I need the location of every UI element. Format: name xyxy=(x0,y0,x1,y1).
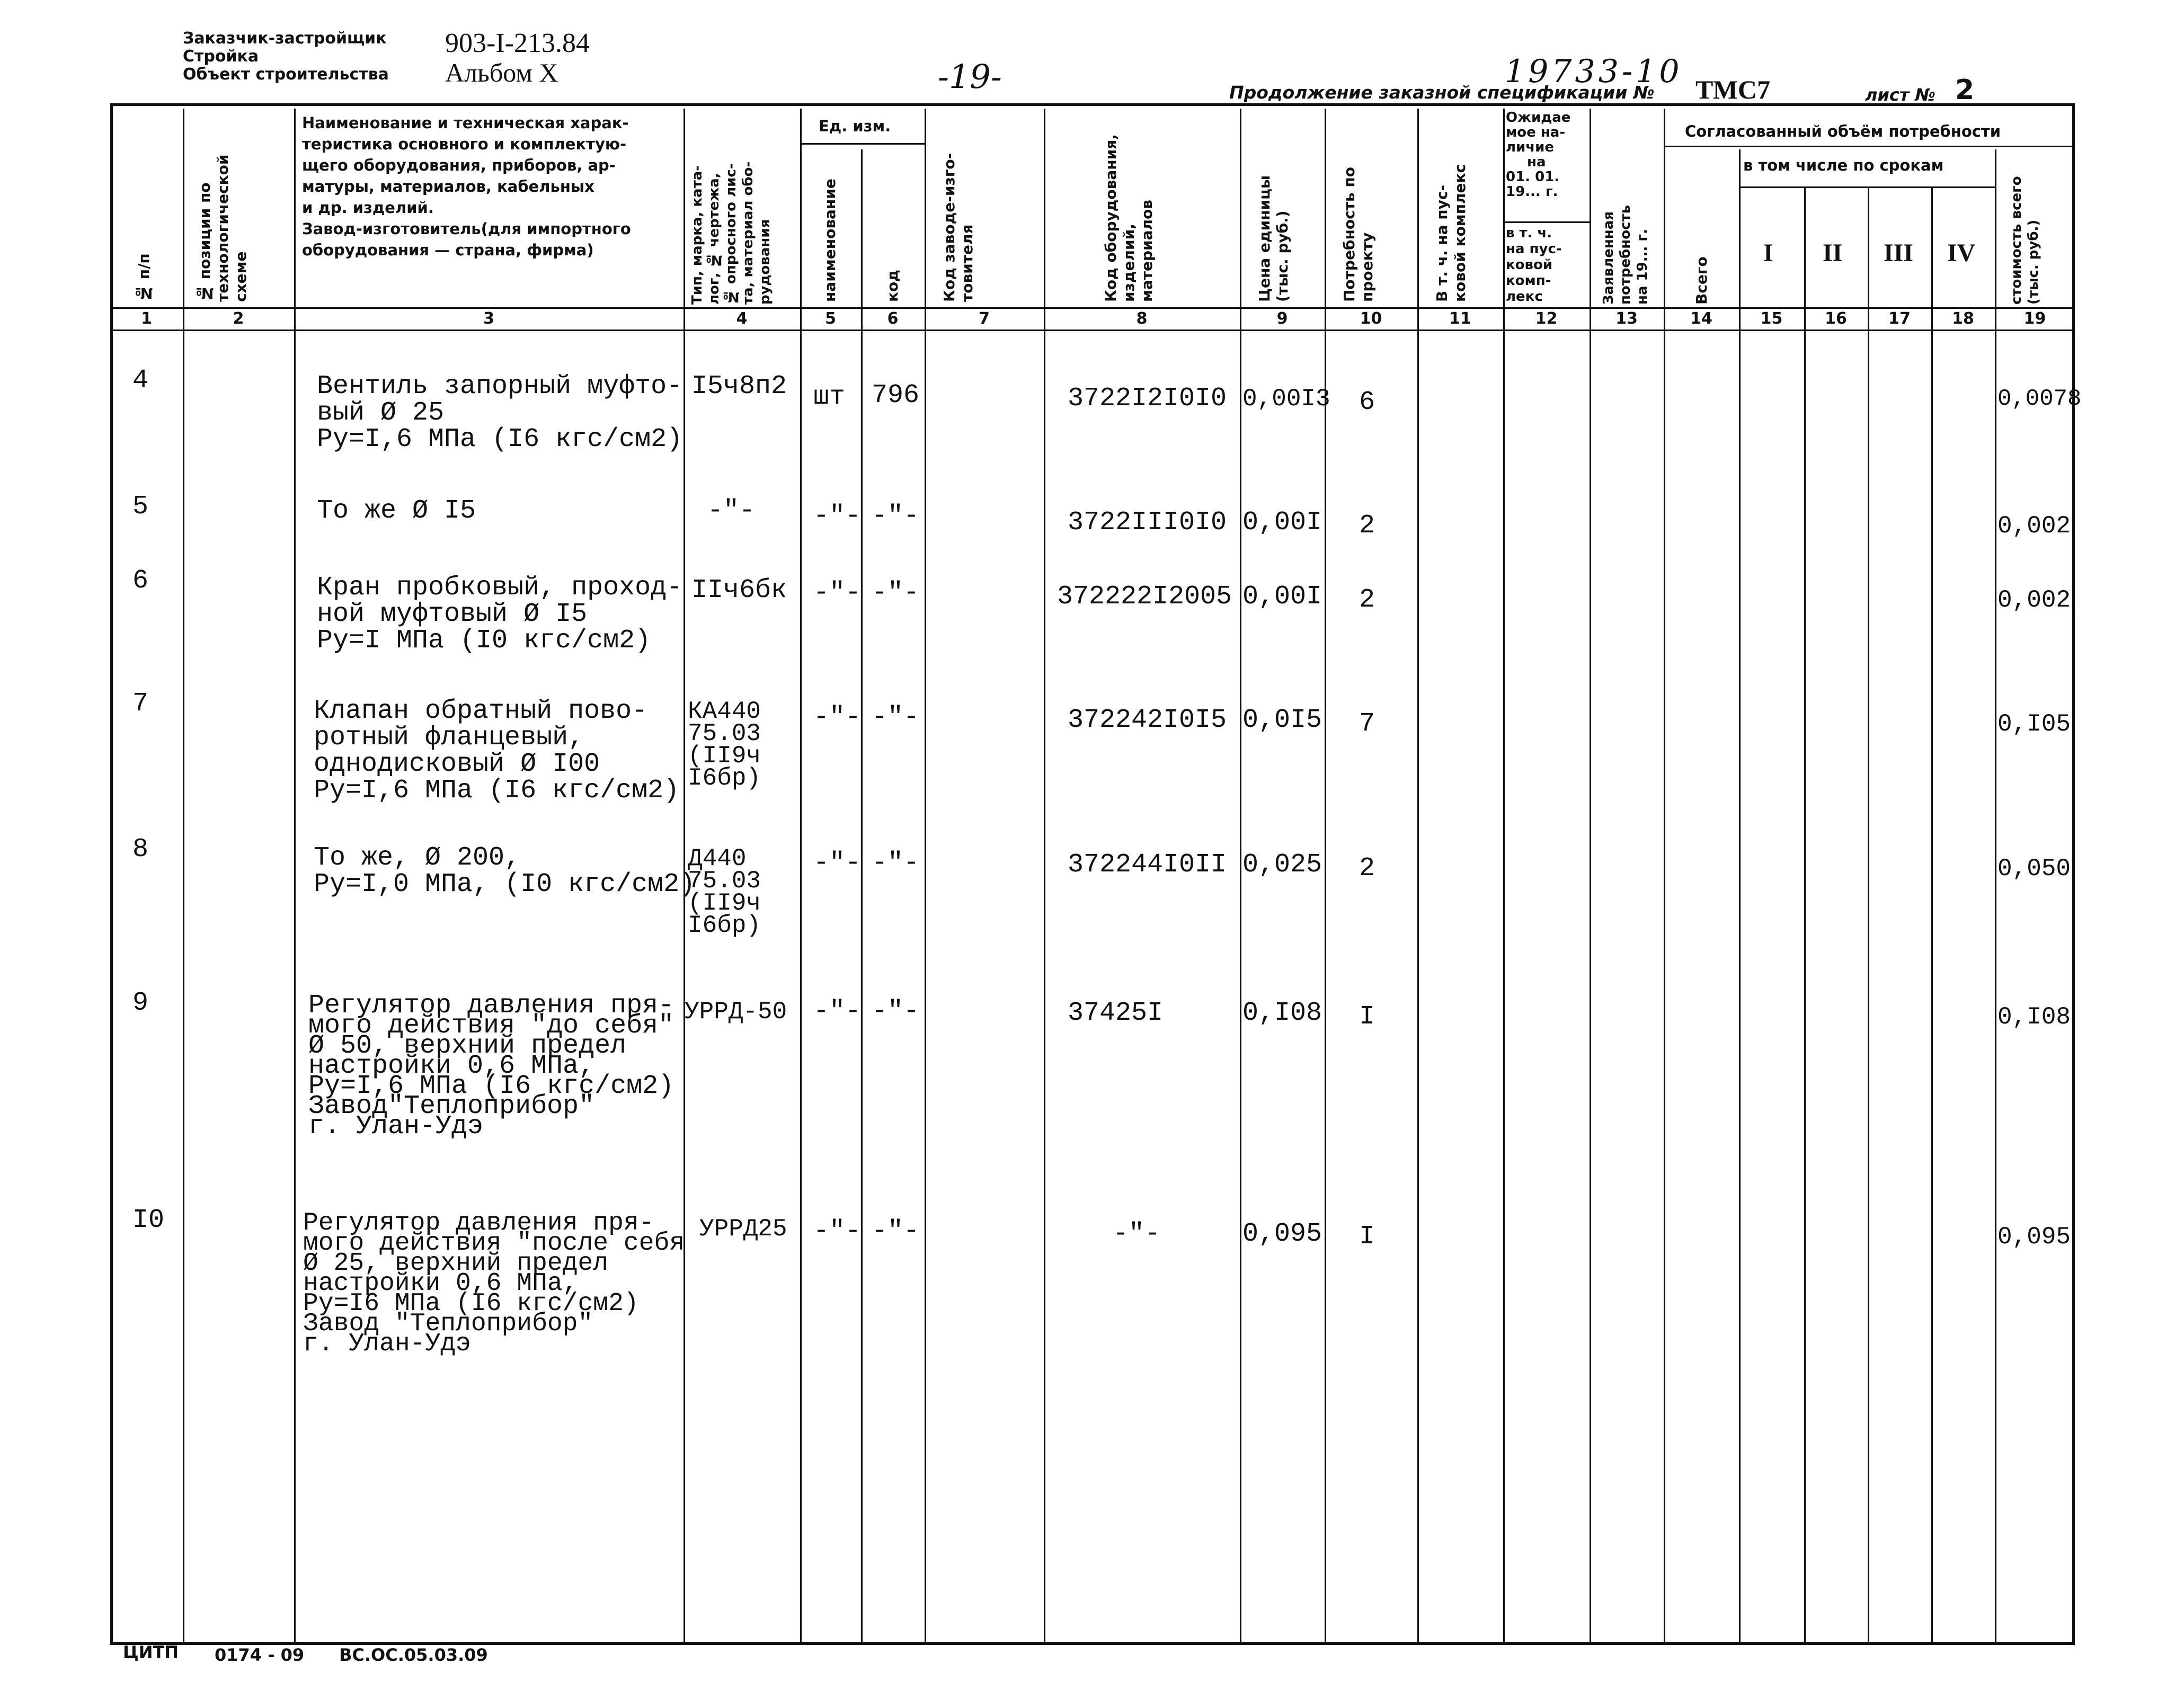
item-unit-code: -"- xyxy=(872,578,920,608)
col-header-3-line: Наименование и техническая харак- xyxy=(302,114,629,132)
album-label: Альбом X xyxy=(445,58,558,87)
item-equip-code: -"- xyxy=(1113,1219,1161,1249)
col-header-11: В т. ч. на пус- ковой комплекс xyxy=(1433,164,1469,302)
col-number: 1 xyxy=(141,309,152,328)
col-header-12-line: мое на- xyxy=(1506,124,1566,140)
col-number: 15 xyxy=(1760,309,1783,328)
col-line xyxy=(1931,188,1933,1645)
col-header-3-line: щего оборудования, приборов, ар- xyxy=(302,156,616,174)
col-number: 10 xyxy=(1360,309,1382,328)
row-number: 6 xyxy=(132,566,149,596)
item-price: 0,025 xyxy=(1242,850,1322,880)
item-unit: -"- xyxy=(813,501,862,531)
item-equip-code: 372242I0I5 xyxy=(1068,705,1227,735)
item-type: УРРД-50 xyxy=(685,998,787,1026)
item-type: I5ч8п2 xyxy=(691,371,787,402)
col-number: 6 xyxy=(887,309,899,328)
item-cost: 0,I08 xyxy=(1997,1003,2071,1031)
item-equip-code: 3722I2I0I0 xyxy=(1068,384,1227,414)
col-line xyxy=(1503,109,1505,1645)
row-number: 9 xyxy=(132,988,149,1018)
project-code: 903-I-213.84 xyxy=(445,28,590,58)
col-line xyxy=(294,109,296,1645)
col-header-3-line: и др. изделий. xyxy=(302,199,434,217)
header-line xyxy=(800,143,925,145)
col-header-3-line: оборудования — страна, фирма) xyxy=(302,241,594,259)
col-header-4: Тип, марка, ката- лог, № чертежа, № опросного лис- та, материал обо- рудования xyxy=(689,161,773,305)
col-header-12-line: на xyxy=(1527,154,1546,170)
col-header-13: Заявленная потребность на 19... г. xyxy=(1601,204,1650,305)
item-name: Кран пробковый, проход- ной муфтовый Ø I5 Ру=I МПа (I0 кгс/см2) xyxy=(317,573,683,656)
col-header-19: стоимость всего (тыс. руб.) xyxy=(2009,176,2041,305)
col-header-10: Потребность по проекту xyxy=(1340,167,1376,302)
item-name: Регулятор давления пря- мого действия "после себя Ø 25, верхний предел настройки 0,6 МПа, Ру=I6 МПа (I6 кгс/см2) Завод "Теплоприбор" г. Улан-Удэ xyxy=(303,1209,685,1358)
row-number: 7 xyxy=(132,689,149,719)
col-header-unit-group: Ед. изм. xyxy=(819,117,891,135)
col-header-3-line: матуры, материалов, кабельных xyxy=(302,177,594,195)
item-type: КА440 75.03 (II9ч I6бр) xyxy=(688,698,761,792)
col-line xyxy=(1417,109,1419,1645)
continuation-label: Продолжение заказной спецификации № xyxy=(1229,82,1655,103)
col-header-12-line: личие xyxy=(1506,139,1554,155)
object-label: Объект строительства xyxy=(183,65,389,84)
item-need: I xyxy=(1359,1002,1375,1032)
footer-org: ЦИТП xyxy=(123,1642,179,1662)
col-header-12-top xyxy=(1506,110,1570,199)
item-need: 2 xyxy=(1359,511,1375,541)
item-unit-code: -"- xyxy=(872,501,920,531)
sheet-number: 2 xyxy=(1955,74,1975,106)
col-header-12-line: ковой xyxy=(1506,257,1553,273)
col-line xyxy=(1804,188,1806,1645)
col-header-18: IV xyxy=(1947,239,1976,267)
item-price: 0,0I5 xyxy=(1242,705,1322,735)
item-type: УРРД25 xyxy=(699,1215,787,1243)
item-type: Д440 75.03 (II9ч I6бр) xyxy=(688,845,761,939)
item-need: 6 xyxy=(1359,387,1375,417)
col-number: 13 xyxy=(1615,309,1638,328)
col-line xyxy=(1044,109,1045,1645)
col-header-1: № п/п xyxy=(135,253,153,302)
item-name: Регулятор давления пря- мого действия "до себя" Ø 50, верхний предел настройки 0,6 МПа, Ру=I,6 МПа (I6 кгс/см2) Завод"Теплоприбор" г. Улан-Удэ xyxy=(308,991,674,1142)
col-number: 11 xyxy=(1449,309,1471,328)
col-header-3-line: Завод-изготовитель(для импортного xyxy=(302,220,631,238)
item-need: I xyxy=(1359,1222,1375,1252)
item-price: 0,095 xyxy=(1242,1219,1322,1249)
col-number: 5 xyxy=(825,309,836,328)
col-header-3 xyxy=(302,112,631,261)
row-number: 5 xyxy=(132,492,149,522)
item-cost: 0,050 xyxy=(1997,855,2071,883)
item-unit-code: -"- xyxy=(872,848,920,878)
row-number: 8 xyxy=(132,834,149,865)
col-header-15: I xyxy=(1763,239,1773,267)
col-number: 3 xyxy=(483,309,494,328)
col-line xyxy=(925,109,926,1645)
col-header-agreed-group: Согласованный объём потребности xyxy=(1685,122,2001,140)
item-unit: -"- xyxy=(813,1216,862,1246)
col-header-14: Всего xyxy=(1693,256,1710,305)
item-need: 7 xyxy=(1359,709,1375,739)
item-price: 0,00I xyxy=(1242,582,1322,612)
col-number: 16 xyxy=(1825,309,1847,328)
col-line xyxy=(1739,149,1741,1645)
item-unit-code: -"- xyxy=(872,996,920,1027)
col-number: 14 xyxy=(1690,309,1712,328)
col-number: 8 xyxy=(1136,309,1148,328)
col-line xyxy=(1868,188,1869,1645)
item-cost: 0,095 xyxy=(1997,1223,2071,1251)
col-number: 4 xyxy=(736,309,748,328)
item-unit: шт xyxy=(813,382,846,412)
header-line xyxy=(110,330,2075,331)
col-number: 7 xyxy=(979,309,990,328)
col-header-12-line: Ожидае xyxy=(1506,110,1571,126)
col-line xyxy=(861,149,863,1645)
item-cost: 0,I05 xyxy=(1997,710,2071,738)
footer-code-1: 0174 - 09 xyxy=(215,1645,305,1665)
col-header-3-line: теристика основного и комплектую- xyxy=(302,135,627,153)
item-cost: 0,0078 xyxy=(1997,386,2082,412)
col-header-12-bottom xyxy=(1506,225,1562,305)
item-unit: -"- xyxy=(813,996,862,1027)
spec-code: ТМС7 xyxy=(1695,75,1770,104)
customer-label: Заказчик-застройщик xyxy=(183,29,387,48)
sheet-label: лист № xyxy=(1865,85,1936,105)
col-header-terms-group: в том числе по срокам xyxy=(1743,156,1944,174)
col-header-12-line: 01. 01. xyxy=(1506,169,1560,185)
item-equip-code: 372222I2005 xyxy=(1057,582,1232,612)
col-header-12-line: в т. ч. xyxy=(1506,225,1552,241)
item-cost: 0,002 xyxy=(1997,512,2071,540)
item-equip-code: 37425I xyxy=(1068,998,1164,1028)
col-number: 2 xyxy=(233,309,244,328)
col-header-12-line: на пус- xyxy=(1506,241,1562,257)
spec-number-handwritten: 19733-10 xyxy=(1505,53,1683,90)
col-line xyxy=(1995,149,1996,1645)
item-name: То же Ø I5 xyxy=(317,496,476,526)
row-number: I0 xyxy=(132,1205,165,1235)
item-unit: -"- xyxy=(813,702,862,733)
item-unit-code: 796 xyxy=(872,380,920,411)
item-unit: -"- xyxy=(813,848,862,878)
col-line xyxy=(1325,109,1326,1645)
col-header-8: Код оборудования, изделий, материалов xyxy=(1102,134,1156,302)
col-header-6: код xyxy=(884,270,901,302)
item-need: 2 xyxy=(1359,853,1375,884)
item-type: IIч6бк xyxy=(691,575,787,605)
item-equip-code: 372244I0II xyxy=(1068,850,1227,880)
item-price: 0,I08 xyxy=(1242,998,1322,1028)
col-header-2: № позиции по технологической схеме xyxy=(196,154,250,302)
item-cost: 0,002 xyxy=(1997,586,2071,614)
construction-label: Стройка xyxy=(183,47,259,66)
item-price: 0,00I xyxy=(1242,507,1322,538)
col-header-9: Цена единицы (тыс. руб.) xyxy=(1256,175,1291,302)
item-equip-code: 3722III0I0 xyxy=(1068,507,1227,538)
item-price: 0,00I3 xyxy=(1242,385,1330,413)
item-unit-code: -"- xyxy=(872,702,920,733)
page-marker: -19- xyxy=(938,57,1002,96)
header-line xyxy=(1503,221,1590,223)
col-line xyxy=(183,109,184,1645)
col-line xyxy=(1240,109,1241,1645)
col-number: 12 xyxy=(1535,309,1558,328)
col-header-12-line: лекс xyxy=(1506,289,1543,305)
col-line xyxy=(1664,109,1665,1645)
item-unit: -"- xyxy=(813,578,862,608)
col-header-12-line: комп- xyxy=(1506,273,1551,289)
item-name: То же, Ø 200, Ру=I,0 МПа, (I0 кгс/см2) xyxy=(314,843,696,900)
col-number: 18 xyxy=(1952,309,1974,328)
item-name: Вентиль запорный муфто- вый Ø 25 Ру=I,6 МПа (I6 кгс/см2) xyxy=(317,371,683,455)
footer-code-2: ВС.ОС.05.03.09 xyxy=(339,1645,488,1665)
item-need: 2 xyxy=(1359,585,1375,615)
col-header-5: наименование xyxy=(821,179,839,302)
col-number: 19 xyxy=(2023,309,2046,328)
col-header-17: III xyxy=(1884,239,1914,267)
col-line xyxy=(1590,109,1591,1645)
header-line xyxy=(1739,186,1995,188)
col-header-12-line: 19... г. xyxy=(1506,184,1558,200)
item-type: -"- xyxy=(707,496,756,526)
item-unit-code: -"- xyxy=(872,1216,920,1246)
header-line xyxy=(1664,146,2075,147)
col-number: 17 xyxy=(1888,309,1911,328)
col-number: 9 xyxy=(1276,309,1288,328)
item-name: Клапан обратный пово- ротный фланцевый, однодисковый Ø I00 Ру=I,6 МПа (I6 кгс/см2) xyxy=(314,696,680,806)
col-line xyxy=(800,109,802,1645)
row-number: 4 xyxy=(132,366,149,396)
col-header-16: II xyxy=(1823,239,1843,267)
col-header-7: Код заводе-изго- товителя xyxy=(940,153,976,302)
